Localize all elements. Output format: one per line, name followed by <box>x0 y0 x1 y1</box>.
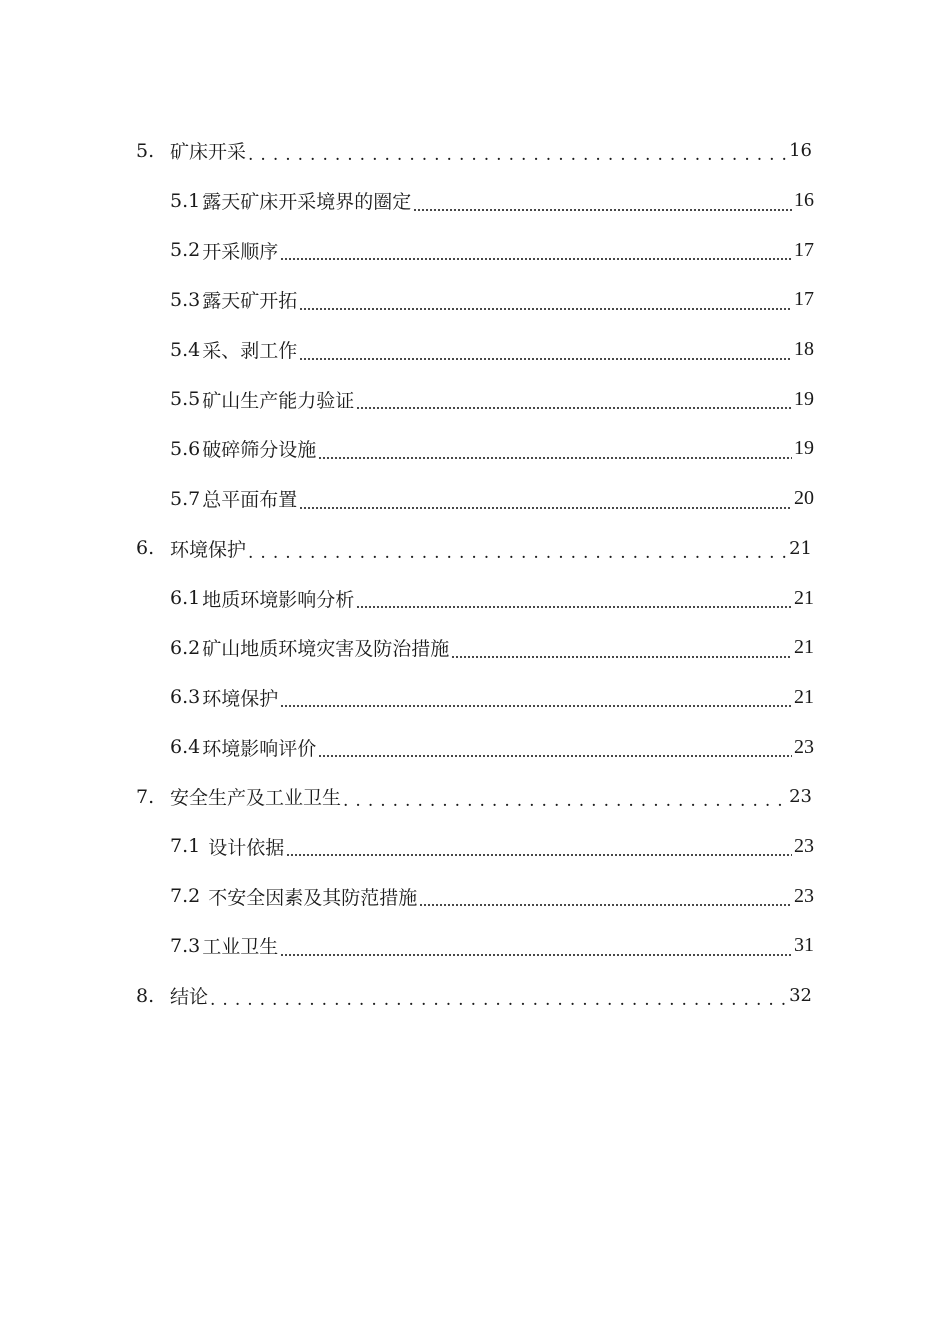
toc-entry-5-3[interactable] <box>0 275 950 325</box>
toc-entry-5-5[interactable] <box>0 374 950 424</box>
dot-leader <box>248 545 787 562</box>
toc-entry-5-2[interactable] <box>0 225 950 275</box>
entry-page-number: 19 <box>794 387 814 410</box>
entry-number: 6. <box>136 537 155 560</box>
entry-page-number: 16 <box>794 189 814 212</box>
entry-title: 开采顺序 <box>202 240 279 263</box>
entry-number: 7.1 <box>170 835 201 858</box>
entry-title: 总平面布置 <box>202 489 298 512</box>
toc-entry-5-6[interactable] <box>0 424 950 474</box>
toc-entry-6-2[interactable] <box>0 623 950 673</box>
toc-entry-7-2[interactable] <box>0 871 950 921</box>
entry-title: 工业卫生 <box>202 936 279 959</box>
entry-page-number: 23 <box>794 735 814 758</box>
toc-entry-7-3[interactable] <box>0 921 950 971</box>
dot-leader <box>451 656 792 658</box>
entry-page-number: 23 <box>794 884 814 907</box>
entry-page-number: 21 <box>794 636 814 659</box>
toc-entry-5-1[interactable] <box>0 176 950 226</box>
toc-entry-7[interactable] <box>0 772 950 822</box>
entry-title: 露天矿床开采境界的圈定 <box>202 191 412 214</box>
entry-page-number: 21 <box>789 537 812 559</box>
dot-leader <box>299 507 792 509</box>
toc-entry-5[interactable] <box>0 126 950 176</box>
entry-title: 破碎筛分设施 <box>202 439 317 462</box>
entry-page-number: 31 <box>794 934 814 957</box>
entry-title: 地质环境影响分析 <box>202 588 355 611</box>
entry-number: 5.4 <box>170 338 201 361</box>
entry-title: 矿山地质环境灾害及防治措施 <box>202 638 450 661</box>
entry-number: 6.3 <box>170 686 201 709</box>
entry-title: 采、剥工作 <box>202 340 298 363</box>
entry-number: 8. <box>136 984 155 1007</box>
entry-number: 5. <box>136 139 155 162</box>
entry-page-number: 32 <box>789 985 812 1007</box>
dot-leader <box>210 992 787 1009</box>
entry-title: 矿山生产能力验证 <box>202 389 355 412</box>
toc-entry-8[interactable] <box>0 971 950 1021</box>
toc-entry-6-1[interactable] <box>0 573 950 623</box>
entry-number: 7. <box>136 785 155 808</box>
entry-title: 矿床开采 <box>170 141 247 164</box>
entry-number: 5.1 <box>170 189 201 212</box>
entry-title: 安全生产及工业卫生 <box>170 787 342 810</box>
entry-title: 设计依据 <box>202 836 285 859</box>
entry-title: 环境保护 <box>170 538 247 561</box>
entry-number: 5.6 <box>170 437 201 460</box>
dot-leader <box>343 793 787 810</box>
dot-leader <box>419 904 792 906</box>
toc-entry-5-4[interactable] <box>0 325 950 375</box>
entry-page-number: 17 <box>794 238 814 261</box>
entry-page-number: 16 <box>789 140 812 162</box>
entry-title: 结论 <box>170 986 209 1009</box>
table-of-contents <box>0 126 950 1020</box>
toc-entry-5-7[interactable] <box>0 474 950 524</box>
entry-page-number: 23 <box>794 834 814 857</box>
toc-entry-7-1[interactable] <box>0 822 950 872</box>
dot-leader <box>286 854 792 856</box>
entry-title: 露天矿开拓 <box>202 290 298 313</box>
dot-leader <box>299 308 792 310</box>
entry-number: 6.1 <box>170 587 201 610</box>
dot-leader <box>280 954 792 956</box>
entry-number: 6.2 <box>170 636 201 659</box>
toc-entry-6-4[interactable] <box>0 722 950 772</box>
toc-entry-6[interactable] <box>0 524 950 574</box>
entry-title: 环境影响评价 <box>202 737 317 760</box>
entry-page-number: 18 <box>794 338 814 361</box>
dot-leader <box>356 407 792 409</box>
entry-number: 5.7 <box>170 487 201 510</box>
entry-page-number: 23 <box>789 786 812 808</box>
dot-leader <box>413 209 792 211</box>
entry-number: 7.3 <box>170 934 201 957</box>
dot-leader <box>280 705 792 707</box>
dot-leader <box>299 358 792 360</box>
entry-page-number: 17 <box>794 288 814 311</box>
entry-number: 7.2 <box>170 885 201 908</box>
dot-leader <box>318 457 792 459</box>
entry-page-number: 20 <box>794 487 814 510</box>
entry-page-number: 19 <box>794 437 814 460</box>
entry-number: 5.2 <box>170 239 201 262</box>
entry-number: 5.3 <box>170 288 201 311</box>
entry-title: 环境保护 <box>202 687 279 710</box>
entry-number: 6.4 <box>170 736 201 759</box>
entry-number: 5.5 <box>170 388 201 411</box>
entry-page-number: 21 <box>794 586 814 609</box>
toc-entry-6-3[interactable] <box>0 673 950 723</box>
dot-leader <box>318 755 792 757</box>
dot-leader <box>280 258 792 260</box>
entry-title: 不安全因素及其防范措施 <box>202 886 418 909</box>
dot-leader <box>248 147 787 164</box>
entry-page-number: 21 <box>794 685 814 708</box>
dot-leader <box>356 606 792 608</box>
